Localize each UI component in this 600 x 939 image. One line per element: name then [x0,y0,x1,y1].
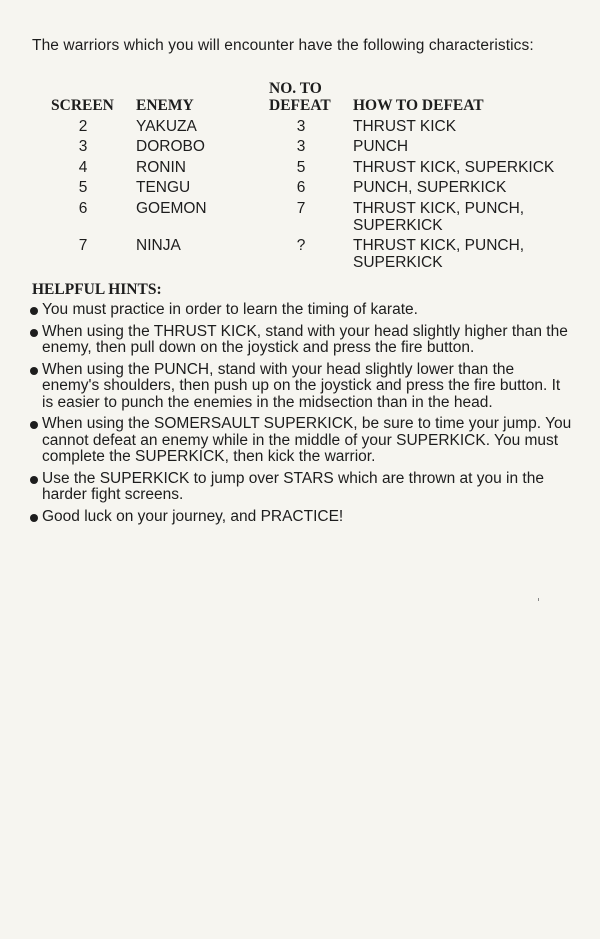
cell-screen: 6 [78,199,88,217]
header-enemy: ENEMY [136,97,194,114]
bullet-icon [30,476,38,484]
table-row [0,138,600,155]
list-item [30,324,575,357]
list-item [30,471,575,504]
hints-heading: HELPFUL HINTS: [32,281,162,298]
cell-number: 3 [296,117,306,135]
hint-text: Good luck on your journey, and PRACTICE! [42,507,344,525]
bullet-icon [30,329,38,337]
bullet-icon [30,514,38,522]
cell-screen: 2 [78,117,88,135]
table-header [0,80,600,114]
bullet-icon [30,421,38,429]
bullet-icon [30,367,38,375]
table-row [0,200,600,234]
cell-screen: 5 [78,179,88,196]
cell-how: THRUST KICK, SUPERKICK [353,158,555,176]
list-item [30,416,575,466]
cell-screen: 4 [78,158,88,176]
cell-number: 6 [296,179,306,196]
hints-list [30,302,575,530]
table-row [0,179,600,196]
list-item [30,302,575,319]
enemy-table [0,80,600,271]
cell-how: PUNCH, SUPERKICK [353,179,507,196]
cell-how: THRUST KICK, PUNCH, SUPERKICK [353,237,525,271]
cell-enemy: RONIN [136,158,186,176]
header-number-to-defeat [269,80,333,114]
hint-text: When using the THRUST KICK, stand with your head slightly higher than the enemy, then pull down on the joystick and press the fire button. [42,322,568,356]
hint-text: When using the SOMERSAULT SUPERKICK, be sure to time your jump. You cannot defeat an enemy while in the middle of your SUPERKICK. You must complete the SUPERKICK, then kick the warrior. [42,415,572,465]
cell-how: THRUST KICK, PUNCH, SUPERKICK [353,199,525,234]
cell-number: 3 [296,138,306,155]
cell-how: THRUST KICK [353,117,457,135]
cell-enemy: YAKUZA [136,117,197,135]
cell-number: ? [296,237,306,254]
bullet-icon [30,307,38,315]
cell-enemy: TENGU [136,179,191,196]
cell-number: 7 [296,199,306,217]
cell-screen: 3 [78,138,88,155]
list-item [30,509,575,526]
cell-enemy: NINJA [136,237,181,254]
paper-speck [538,598,539,601]
cell-enemy: DOROBO [136,138,205,155]
cell-how: PUNCH [353,138,409,155]
cell-number: 5 [296,158,306,176]
header-number-line1: NO. TO [269,80,322,97]
hint-text: Use the SUPERKICK to jump over STARS which are thrown at you in the harder fight screens. [42,469,544,503]
table-row [0,237,600,271]
table-row [0,159,600,176]
cell-screen: 7 [78,237,88,254]
hint-text: You must practice in order to learn the timing of karate. [42,301,418,318]
table-row [0,118,600,135]
list-item [30,362,575,412]
header-screen: SCREEN [51,97,114,114]
header-number-line2: DEFEAT [269,97,331,114]
hint-text: When using the PUNCH, stand with your head slightly lower than the enemy's shoulders, then push up on the joystick and press the fire button. It is easier to punch the enemies in the midsection than in the head. [42,360,561,411]
intro-text: The warriors which you will encounter have the following characteristics: [32,37,534,54]
header-how-to-defeat: HOW TO DEFEAT [353,97,484,114]
cell-enemy: GOEMON [136,199,207,217]
